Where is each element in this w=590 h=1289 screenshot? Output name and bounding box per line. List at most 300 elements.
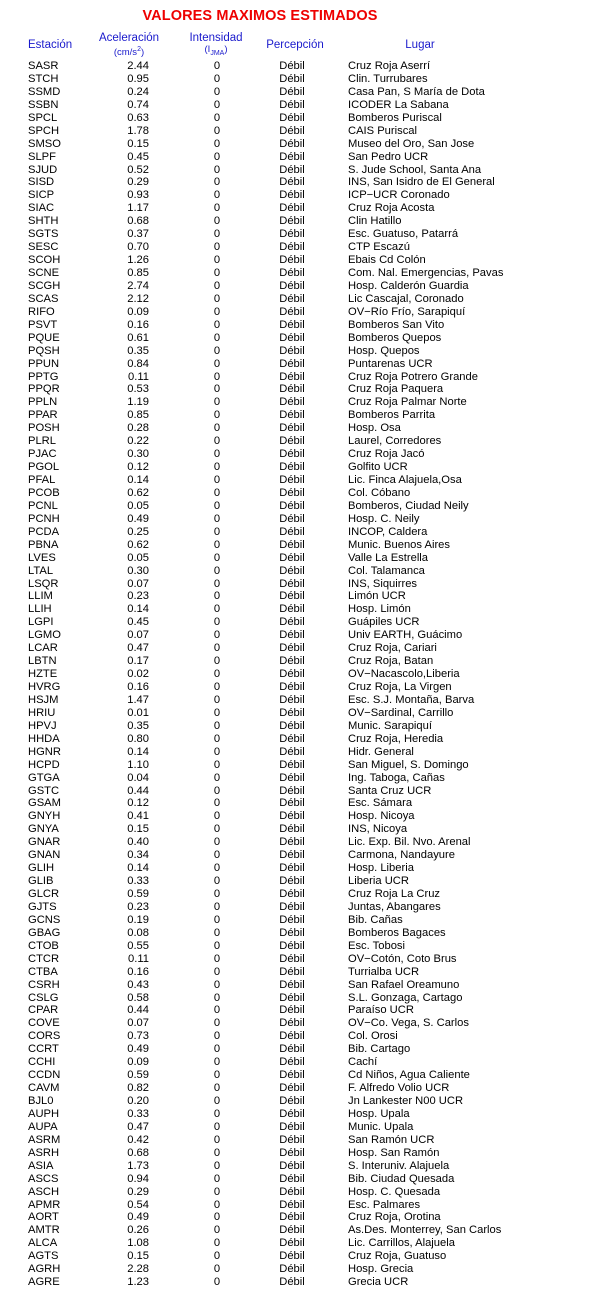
acceleration-value: 0.28	[127, 422, 149, 435]
acceleration-value: 1.08	[127, 1237, 149, 1250]
table-row	[0, 1121, 590, 1134]
perception-value: Débil	[279, 655, 305, 668]
acceleration-value: 0.68	[127, 1146, 149, 1159]
perception-value: Débil	[279, 1146, 305, 1159]
station-code: LGMO	[28, 629, 61, 642]
place-name: San Miguel, S. Domingo	[348, 758, 469, 771]
acceleration-value: 0.29	[127, 1185, 149, 1198]
header-intensidad	[180, 33, 252, 59]
acceleration-value: 0.95	[127, 72, 149, 85]
perception-value: Débil	[279, 422, 305, 435]
table-row	[0, 228, 590, 241]
place-name: Casa Pan, S María de Dota	[348, 85, 485, 98]
intensity-value: 0	[213, 98, 221, 111]
acceleration-value: 0.04	[127, 771, 149, 784]
table-row	[0, 202, 590, 215]
station-code: PBNA	[28, 538, 59, 551]
station-code: SHTH	[28, 215, 59, 228]
station-code: PGOL	[28, 461, 60, 474]
place-name: INS, San Isidro de El General	[348, 176, 495, 189]
table-row	[0, 565, 590, 578]
intensity-value: 0	[213, 668, 221, 681]
place-name: CTP Escazú	[348, 241, 410, 254]
perception-value: Débil	[279, 810, 305, 823]
place-name: Cruz Roja, Batan	[348, 655, 434, 668]
station-code: PJAC	[28, 448, 57, 461]
place-name: ICP−UCR Coronado	[348, 189, 450, 202]
table-row	[0, 461, 590, 474]
acceleration-value: 0.37	[127, 228, 149, 241]
perception-value: Débil	[279, 1133, 305, 1146]
table-row	[0, 1147, 590, 1160]
station-code: SSMD	[28, 85, 61, 98]
intensity-value: 0	[213, 292, 221, 305]
table-row	[0, 1263, 590, 1276]
perception-value: Débil	[279, 1043, 305, 1056]
perception-value: Débil	[279, 292, 305, 305]
perception-value: Débil	[279, 668, 305, 681]
station-code: PQUE	[28, 331, 60, 344]
perception-value: Débil	[279, 603, 305, 616]
acceleration-value: 0.43	[127, 978, 149, 991]
intensity-value: 0	[213, 1211, 221, 1224]
acceleration-value: 1.73	[127, 1159, 149, 1172]
perception-value: Débil	[279, 1237, 305, 1250]
intensity-value: 0	[213, 254, 221, 267]
intensity-value: 0	[213, 189, 221, 202]
acceleration-value: 0.02	[127, 668, 149, 681]
perception-value: Débil	[279, 978, 305, 991]
perception-value: Débil	[279, 1004, 305, 1017]
acceleration-value: 0.07	[127, 629, 149, 642]
intensity-value: 0	[213, 1276, 221, 1289]
place-name: Juntas, Abangares	[348, 900, 441, 913]
acceleration-value: 0.70	[127, 241, 149, 254]
table-row	[0, 720, 590, 733]
station-code: APMR	[28, 1198, 61, 1211]
perception-value: Débil	[279, 370, 305, 383]
acceleration-value: 0.74	[127, 98, 149, 111]
table-row	[0, 164, 590, 177]
intensity-value: 0	[213, 913, 221, 926]
acceleration-value: 0.49	[127, 1043, 149, 1056]
intensity-value: 0	[213, 409, 221, 422]
intensity-value: 0	[213, 991, 221, 1004]
place-name: Cd Niños, Agua Caliente	[348, 1069, 470, 1082]
station-table	[0, 60, 590, 1289]
perception-value: Débil	[279, 150, 305, 163]
place-name: Valle La Estrella	[348, 551, 429, 564]
place-name: ICODER La Sabana	[348, 98, 449, 111]
intensity-value: 0	[213, 1159, 221, 1172]
station-code: HGNR	[28, 745, 61, 758]
table-row	[0, 966, 590, 979]
perception-value: Débil	[279, 279, 305, 292]
perception-value: Débil	[279, 254, 305, 267]
unit-post: )	[140, 47, 145, 59]
place-name: Bib. Cartago	[348, 1043, 411, 1056]
intensity-value: 0	[213, 474, 221, 486]
intensity-value: 0	[213, 279, 221, 292]
place-name: Hosp. Limón	[348, 603, 411, 616]
place-name: San Ramón UCR	[348, 1133, 435, 1146]
station-code: BJL0	[28, 1095, 54, 1107]
table-row	[0, 112, 590, 125]
header-intensidad-label: Intensidad	[189, 32, 243, 44]
station-code: ASCH	[28, 1185, 60, 1198]
intensity-value: 0	[213, 603, 221, 616]
unit-pre: (I	[204, 44, 211, 55]
station-code: CTOB	[28, 939, 59, 952]
station-code: SCAS	[28, 292, 59, 305]
perception-value: Débil	[279, 1211, 305, 1224]
place-name: Ebais Cd Colón	[348, 254, 426, 267]
intensity-value: 0	[213, 137, 221, 150]
intensity-value: 0	[213, 888, 221, 900]
intensity-value: 0	[213, 461, 221, 474]
perception-value: Débil	[279, 1017, 305, 1030]
acceleration-value: 0.35	[127, 719, 149, 732]
station-code: SASR	[28, 60, 59, 72]
perception-value: Débil	[279, 797, 305, 810]
place-name: Puntarenas UCR	[348, 357, 433, 370]
station-code: ASIA	[28, 1159, 54, 1172]
intensity-value: 0	[213, 875, 221, 888]
table-row	[0, 707, 590, 720]
perception-value: Débil	[279, 875, 305, 888]
acceleration-value: 0.45	[127, 616, 149, 629]
intensity-value: 0	[213, 1120, 221, 1133]
table-row	[0, 1186, 590, 1199]
table-row	[0, 875, 590, 888]
station-code: ASRM	[28, 1133, 61, 1146]
perception-value: Débil	[279, 1185, 305, 1198]
place-name: Hosp. C. Neily	[348, 512, 420, 525]
acceleration-value: 0.16	[127, 965, 149, 978]
place-name: Bomberos Puriscal	[348, 111, 442, 124]
station-code: CPAR	[28, 1004, 59, 1017]
station-code: HZTE	[28, 668, 58, 681]
station-code: AORT	[28, 1211, 59, 1224]
intensity-value: 0	[213, 305, 221, 318]
acceleration-value: 0.14	[127, 862, 149, 875]
acceleration-value: 0.07	[127, 577, 149, 590]
station-code: SJUD	[28, 163, 58, 176]
acceleration-value: 0.93	[127, 189, 149, 202]
table-row	[0, 448, 590, 461]
header-lugar: Lugar	[405, 39, 435, 51]
station-code: HHDA	[28, 732, 60, 745]
perception-value: Débil	[279, 1056, 305, 1069]
perception-value: Débil	[279, 1250, 305, 1263]
place-name: CAIS Puriscal	[348, 124, 418, 137]
perception-value: Débil	[279, 331, 305, 344]
station-code: PFAL	[28, 474, 56, 486]
place-name: Cruz Roja, Heredia	[348, 732, 444, 745]
perception-value: Débil	[279, 836, 305, 849]
table-row	[0, 578, 590, 591]
intensity-value: 0	[213, 1250, 221, 1263]
place-name: Esc. S.J. Montaña, Barva	[348, 693, 475, 706]
station-code: SISD	[28, 176, 55, 189]
table-row	[0, 759, 590, 772]
table-row	[0, 940, 590, 953]
perception-value: Débil	[279, 758, 305, 771]
header-aceleracion-label: Aceleración	[98, 32, 160, 44]
perception-value: Débil	[279, 538, 305, 551]
table-row	[0, 1199, 590, 1212]
station-code: GNYH	[28, 810, 61, 823]
perception-value: Débil	[279, 732, 305, 745]
intensity-value: 0	[213, 357, 221, 370]
table-row	[0, 1004, 590, 1017]
intensity-value: 0	[213, 1107, 221, 1120]
place-name: INS, Siquirres	[348, 577, 418, 590]
station-code: AUPH	[28, 1107, 60, 1120]
intensity-value: 0	[213, 1004, 221, 1017]
intensity-value: 0	[213, 111, 221, 124]
intensity-value: 0	[213, 1146, 221, 1159]
header-percepcion: Percepción	[266, 39, 324, 51]
place-name: OV−Co. Vega, S. Carlos	[348, 1017, 469, 1030]
place-name: Santa Cruz UCR	[348, 784, 432, 797]
intensity-value: 0	[213, 784, 221, 797]
perception-value: Débil	[279, 499, 305, 512]
station-code: RIFO	[28, 305, 55, 318]
acceleration-value: 0.22	[127, 435, 149, 448]
intensity-value: 0	[213, 823, 221, 836]
perception-value: Débil	[279, 60, 305, 72]
intensity-value: 0	[213, 124, 221, 137]
place-name: Cruz Roja, Guatuso	[348, 1250, 447, 1263]
acceleration-value: 0.15	[127, 137, 149, 150]
table-row	[0, 409, 590, 422]
place-name: Cruz Roja Potrero Grande	[348, 370, 478, 383]
station-code: GNYA	[28, 823, 59, 836]
table-row	[0, 254, 590, 267]
place-name: Lic. Finca Alajuela,Osa	[348, 474, 462, 486]
table-row	[0, 552, 590, 565]
place-name: Cachí	[348, 1056, 378, 1069]
place-name: INCOP, Caldera	[348, 525, 428, 538]
acceleration-value: 0.11	[128, 952, 149, 965]
acceleration-value: 0.61	[127, 331, 149, 344]
acceleration-value: 1.10	[127, 758, 149, 771]
perception-value: Débil	[279, 1107, 305, 1120]
perception-value: Débil	[279, 784, 305, 797]
place-name: Cruz Roja, Orotina	[348, 1211, 441, 1224]
table-row	[0, 603, 590, 616]
place-name: Hosp. San Ramón	[348, 1146, 440, 1159]
place-name: Laurel, Corredores	[348, 435, 442, 448]
table-row	[0, 992, 590, 1005]
station-code: GSAM	[28, 797, 61, 810]
station-code: CSRH	[28, 978, 60, 991]
place-name: Jn Lankester N00 UCR	[348, 1095, 464, 1107]
intensity-value: 0	[213, 629, 221, 642]
perception-value: Débil	[279, 1276, 305, 1289]
intensity-value: 0	[213, 1185, 221, 1198]
intensity-value: 0	[213, 1263, 221, 1276]
acceleration-value: 0.29	[127, 176, 149, 189]
place-name: Lic. Carrillos, Alajuela	[348, 1237, 455, 1250]
perception-value: Débil	[279, 1172, 305, 1185]
acceleration-value: 0.44	[127, 1004, 149, 1017]
table-row	[0, 1017, 590, 1030]
perception-value: Débil	[279, 642, 305, 655]
intensity-value: 0	[213, 1056, 221, 1069]
place-name: Liberia UCR	[348, 875, 409, 888]
acceleration-value: 0.23	[127, 590, 149, 603]
intensity-value: 0	[213, 771, 221, 784]
intensity-value: 0	[213, 1133, 221, 1146]
place-name: Paraíso UCR	[348, 1004, 414, 1017]
perception-value: Débil	[279, 215, 305, 228]
intensity-value: 0	[213, 396, 221, 409]
acceleration-value: 0.62	[127, 538, 149, 551]
perception-value: Débil	[279, 176, 305, 189]
table-row	[0, 319, 590, 332]
table-row	[0, 1224, 590, 1237]
table-row	[0, 86, 590, 99]
place-name: OV−Cotón, Coto Brus	[348, 952, 457, 965]
station-code: HRIU	[28, 706, 56, 719]
table-row	[0, 1043, 590, 1056]
acceleration-value: 0.55	[127, 939, 149, 952]
perception-value: Débil	[279, 913, 305, 926]
station-code: AMTR	[28, 1224, 60, 1237]
acceleration-value: 0.11	[128, 370, 149, 383]
intensity-value: 0	[213, 965, 221, 978]
table-row	[0, 396, 590, 409]
station-code: SSBN	[28, 98, 59, 111]
intensity-value: 0	[213, 267, 221, 279]
intensity-value: 0	[213, 422, 221, 435]
intensity-value: 0	[213, 642, 221, 655]
acceleration-value: 0.14	[127, 603, 149, 616]
station-code: CORS	[28, 1030, 61, 1043]
place-name: Turrialba UCR	[348, 965, 420, 978]
station-code: AGTS	[28, 1250, 59, 1263]
perception-value: Débil	[279, 1082, 305, 1095]
perception-value: Débil	[279, 849, 305, 862]
perception-value: Débil	[279, 616, 305, 629]
table-row	[0, 823, 590, 836]
perception-value: Débil	[279, 202, 305, 215]
perception-value: Débil	[279, 1263, 305, 1276]
acceleration-value: 0.82	[127, 1082, 149, 1095]
perception-value: Débil	[279, 991, 305, 1004]
station-code: CCHI	[28, 1056, 56, 1069]
place-name: Hosp. Osa	[348, 422, 401, 435]
table-row	[0, 901, 590, 914]
table-row	[0, 785, 590, 798]
acceleration-value: 0.19	[127, 913, 149, 926]
perception-value: Débil	[279, 965, 305, 978]
station-code: PPLN	[28, 396, 58, 409]
perception-value: Débil	[279, 693, 305, 706]
place-name: Clin Hatillo	[348, 215, 402, 228]
table-row	[0, 60, 590, 73]
acceleration-value: 0.33	[127, 1107, 149, 1120]
acceleration-value: 1.17	[127, 202, 149, 215]
station-code: GBAG	[28, 926, 61, 939]
intensity-value: 0	[213, 836, 221, 849]
place-name: Com. Nal. Emergencias, Pavas	[348, 267, 504, 279]
place-name: Hosp. C. Quesada	[348, 1185, 441, 1198]
station-code: AGRH	[28, 1263, 61, 1276]
station-code: SGTS	[28, 228, 59, 241]
table-row	[0, 125, 590, 138]
header-intensidad-unit	[180, 44, 252, 59]
table-row	[0, 914, 590, 927]
station-code: SCOH	[28, 254, 61, 267]
perception-value: Débil	[279, 590, 305, 603]
perception-value: Débil	[279, 952, 305, 965]
place-name: Limón UCR	[348, 590, 406, 603]
station-code: CTCR	[28, 952, 60, 965]
place-name: As.Des. Monterrey, San Carlos	[348, 1224, 502, 1237]
acceleration-value: 0.63	[127, 111, 149, 124]
station-code: GLCR	[28, 888, 60, 900]
unit-sup: 2	[137, 46, 141, 53]
table-row	[0, 293, 590, 306]
perception-value: Débil	[279, 72, 305, 85]
acceleration-value: 0.44	[127, 784, 149, 797]
station-code: GLIH	[28, 862, 55, 875]
intensity-value: 0	[213, 810, 221, 823]
intensity-value: 0	[213, 228, 221, 241]
place-name: Guápiles UCR	[348, 616, 420, 629]
perception-value: Débil	[279, 939, 305, 952]
table-row	[0, 797, 590, 810]
place-name: Esc. Palmares	[348, 1198, 421, 1211]
table-row	[0, 358, 590, 371]
intensity-value: 0	[213, 1095, 221, 1107]
unit-pre: (cm/s	[113, 47, 138, 59]
intensity-value: 0	[213, 655, 221, 668]
place-name: San Pedro UCR	[348, 150, 429, 163]
perception-value: Débil	[279, 241, 305, 254]
intensity-value: 0	[213, 163, 221, 176]
acceleration-value: 0.33	[127, 875, 149, 888]
place-name: Grecia UCR	[348, 1276, 409, 1289]
station-code: SMSO	[28, 137, 61, 150]
place-name: S. Interuniv. Alajuela	[348, 1159, 450, 1172]
place-name: Hidr. General	[348, 745, 414, 758]
perception-value: Débil	[279, 448, 305, 461]
perception-value: Débil	[279, 189, 305, 202]
intensity-value: 0	[213, 719, 221, 732]
table-row	[0, 73, 590, 86]
station-code: LLIM	[28, 590, 53, 603]
table-row	[0, 474, 590, 487]
station-code: HPVJ	[28, 719, 57, 732]
station-code: SLPF	[28, 150, 56, 163]
station-code: LGPI	[28, 616, 54, 629]
table-row	[0, 332, 590, 345]
table-row	[0, 836, 590, 849]
place-name: Golfito UCR	[348, 461, 408, 474]
table-row	[0, 1237, 590, 1250]
acceleration-value: 0.59	[127, 1069, 149, 1082]
table-row	[0, 526, 590, 539]
station-code: ASCS	[28, 1172, 59, 1185]
acceleration-value: 0.47	[127, 1120, 149, 1133]
place-name: Col. Talamanca	[348, 564, 425, 577]
station-code: PCNL	[28, 499, 58, 512]
station-code: AUPA	[28, 1120, 58, 1133]
